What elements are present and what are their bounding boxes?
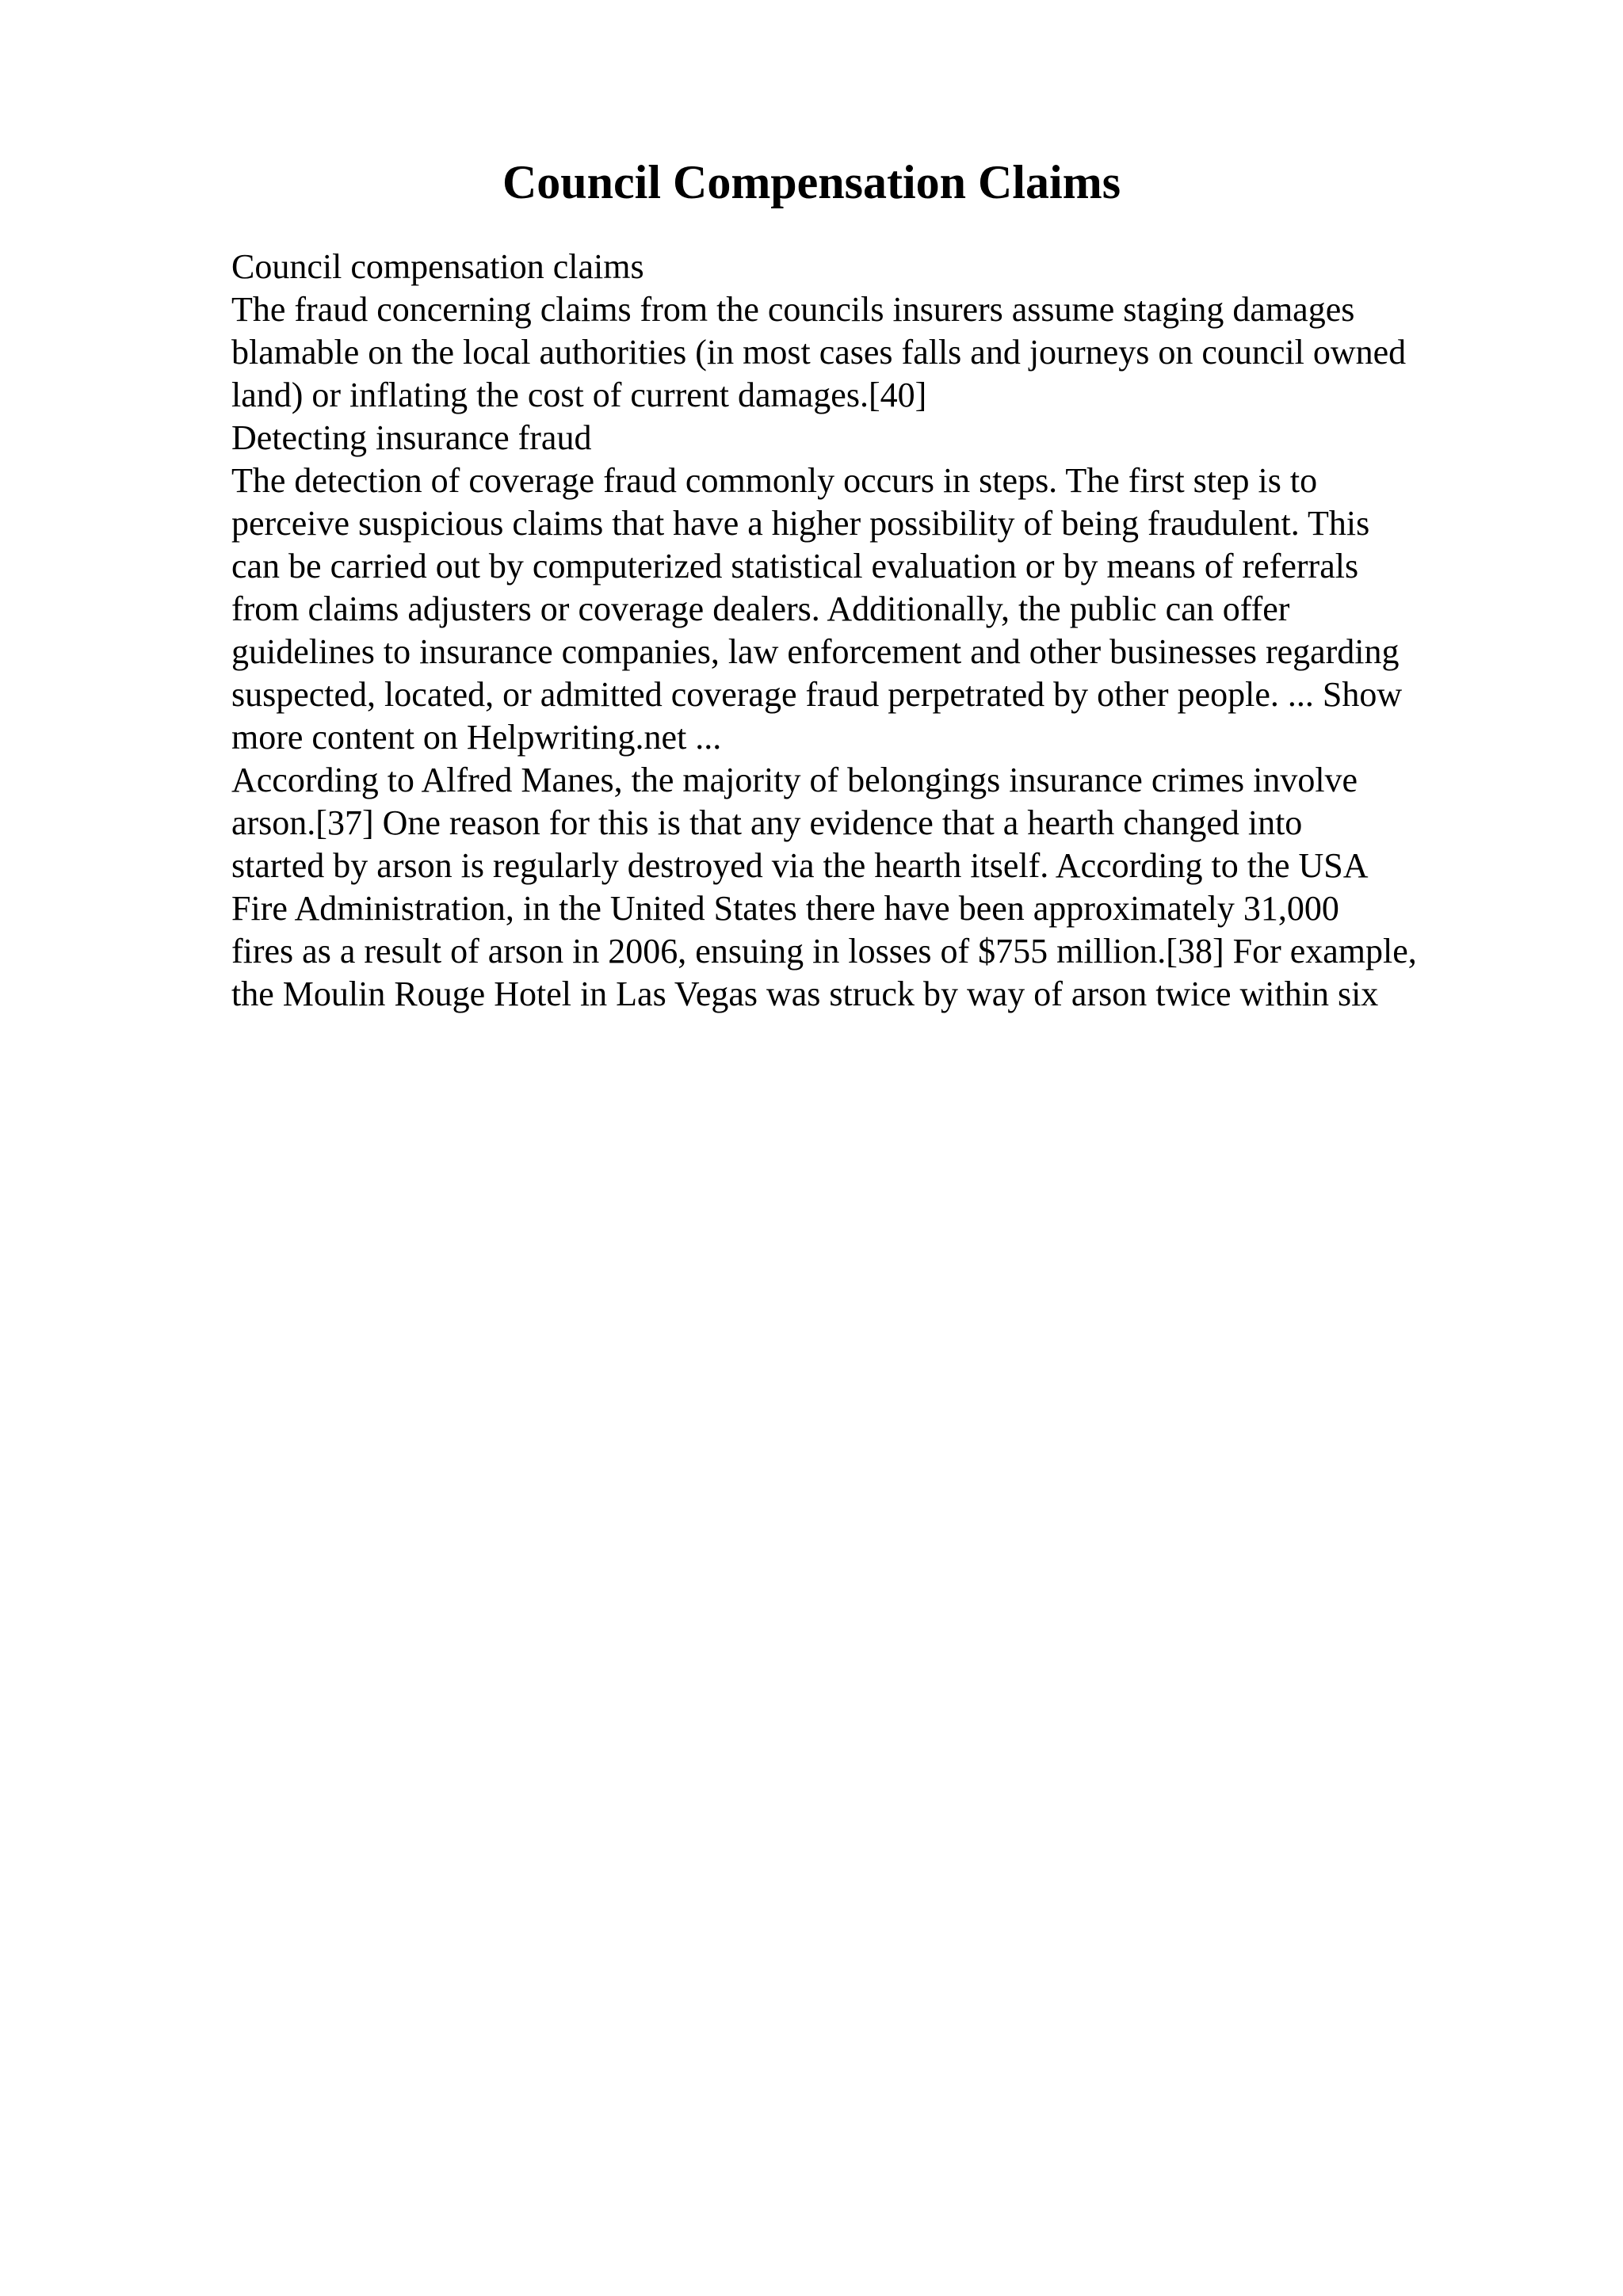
page-title: Council Compensation Claims bbox=[502, 156, 1121, 208]
text-line: Fire Administration, in the United States there have been approximately 31,000 bbox=[231, 889, 1339, 928]
text-line: more content on Helpwriting.net ... bbox=[231, 718, 722, 757]
text-line: blamable on the local authorities (in most cases falls and journeys on council owned bbox=[231, 333, 1407, 372]
text-line: fires as a result of arson in 2006, ensuing in losses of $755 million.[38] For example, bbox=[231, 932, 1417, 971]
text-line-section-heading: Detecting insurance fraud bbox=[231, 418, 592, 457]
text-line: from claims adjusters or coverage dealers. Additionally, the public can offer bbox=[231, 589, 1290, 628]
text-line: The detection of coverage fraud commonly occurs in steps. The first step is to bbox=[231, 461, 1318, 500]
text-line: The fraud concerning claims from the councils insurers assume staging damages bbox=[231, 290, 1355, 329]
text-line: perceive suspicious claims that have a higher possibility of being fraudulent. This bbox=[231, 504, 1370, 543]
body-text bbox=[231, 246, 1499, 1016]
text-line: the Moulin Rouge Hotel in Las Vegas was struck by way of arson twice within six bbox=[231, 974, 1379, 1013]
text-line: guidelines to insurance companies, law enforcement and other businesses regarding bbox=[231, 632, 1400, 671]
text-line: arson.[37] One reason for this is that any evidence that a hearth changed into bbox=[231, 803, 1303, 842]
text-line-section-heading: Council compensation claims bbox=[231, 247, 644, 286]
text-line: land) or inflating the cost of current damages.[40] bbox=[231, 376, 927, 414]
text-line: can be carried out by computerized statistical evaluation or by means of referrals bbox=[231, 547, 1359, 585]
text-line: According to Alfred Manes, the majority of belongings insurance crimes involve bbox=[231, 761, 1358, 799]
text-line: started by arson is regularly destroyed via the hearth itself. According to the USA bbox=[231, 846, 1369, 885]
text-line: suspected, located, or admitted coverage fraud perpetrated by other people. ... Show bbox=[231, 675, 1403, 714]
